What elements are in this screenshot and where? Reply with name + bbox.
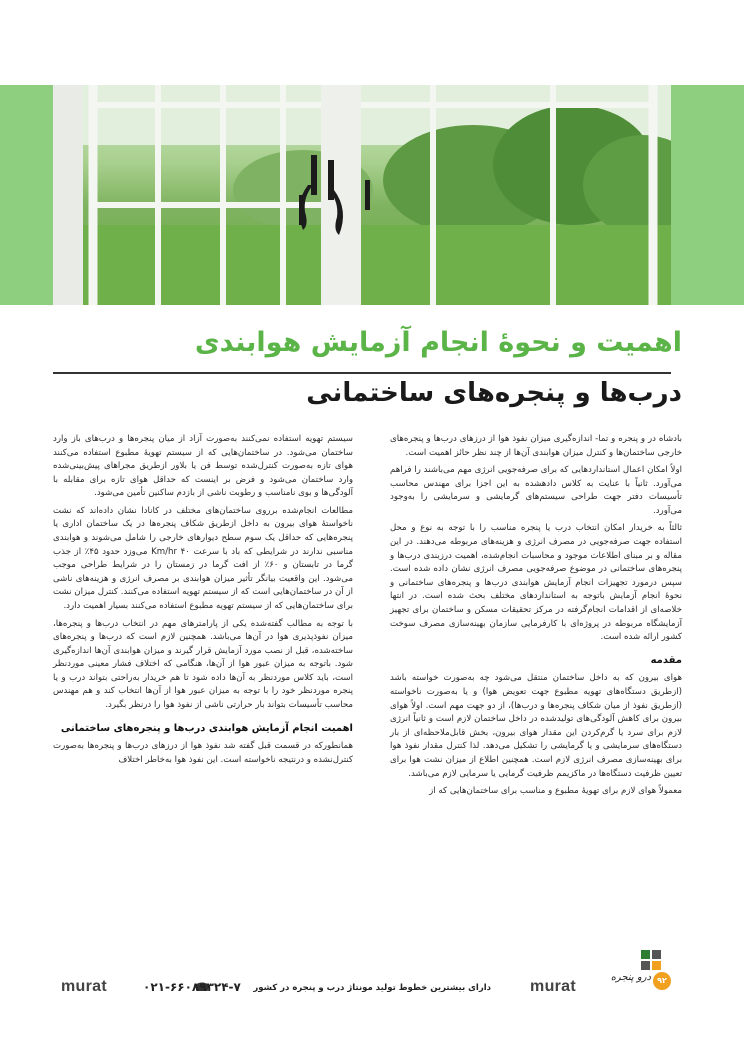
section-heading: مقدمه [650,654,682,666]
window-photo-illustration [53,85,671,305]
paragraph: همانطورکه در قسمت قبل گفته شد نفوذ هوا از درزهای درب‌ها و پنجره‌ها به‌صورت کنترل‌نشده و درنتیجه ناخواسته است. این نفوذ هوا به‌خاطر اختلاف [53,741,353,765]
footer-phone: ۰۲۱-۶۶۰۸۹۳۲۴-۷ [143,980,241,994]
paragraph: با توجه به مطالب گفته‌شده یکی از پارامترهای مهم در انتخاب درب‌ها و پنجره‌ها، میزان نفوذپذیری هوا در آن‌ها می‌باشد. همچنین لازم است که درب‌ها و پنجره‌های ساخته‌شده، قبل از نصب مورد آزمایش قرار گیرند و میزان هوابندی آن‌ها اندازه‌گیری شود. باتوجه به میزان عبور هوا از آن‌ها، هنگامی که اختلاف فشار معینی موردنظر است، باید کلاس موردنظر به آن‌ها داده شود تا هم خریدار به‌راحتی بتواند درب و یا پنجره موردنظر خود را با توجه به میزان عبور هوا از آن‌ها انتخاب کند و هم مهندس محاسب تأسیسات بتواند بار حرارتی ناشی از نفوذ هوا را درنظر بگیرد. [53,618,353,710]
magazine-logo-icon [639,948,663,972]
page-number: ۹۲ [653,972,671,990]
paragraph: سیستم تهویه استفاده نمی‌کنند به‌صورت آزاد از میان پنجره‌ها و درب‌های باز وارد ساختمان می‌شود. در ساختمان‌هایی که از سیستم تهویۀ مطبوع استفاده می‌کنند هوای تازه به‌صورت کنترل‌شده توسط فن یا بلاور ازطریق مجراهای پیش‌بینی‌شده وارد ساختمان می‌شود و فرض بر اینست که حداقل هوای تازه برای مقابله با آلودگی‌ها و بوی نامناسب و رطوبت ناشی از بازدم ساکنین تأمین می‌شود. [53,434,353,499]
footer-slogan: دارای بیشترین خطوط تولید مونتاژ درب و پنجره در کشور [253,983,491,993]
brand-text: murat [530,978,576,995]
section-heading: اهمیت انجام آزمایش هوابندی درب‌ها و پنجره‌های ساختمانی [60,722,353,734]
murat-logo-right [530,978,576,996]
article-title: اهمیت و نحوۀ انجام آزمایش هوابندی [194,327,682,358]
article-subtitle: درب‌ها و پنجره‌های ساختمانی [306,378,682,408]
page-footer [53,948,671,995]
paragraph: بادشاه در و پنجره و تما- اندازه‌گیری میزان نفوذ هوا از درزهای درب‌ها و پنجره‌های خارجی ساختمان‌ها و کنترل میزان هوابندی آن‌ها از چند نظر حائز اهمیت است. [390,434,682,458]
paragraph: معمولاً هوای لازم برای تهویۀ مطبوع و مناسب برای ساختمان‌هایی که از [429,786,682,797]
paragraph: هوای بیرون که به داخل ساختمان منتقل می‌شود چه به‌صورت خواسته باشد (ازطریق دستگاه‌های تهویه مطبوع جهت تعویض هوا) و یا به‌صورت ناخواسته (ازطریق نفوذ از میان شکاف پنجره‌ها و درب‌ها)، از دو جهت مهم است. اولاً هوای بیرون برای کاهش آلودگی‌های تولیدشده در داخل ساختمان لازم است و ثانیاً انرژی لازم برای سرد یا گرم‌کردن این مقدار هوای بیرون، بخش قابل‌ملاحظه‌ای از بار دستگاه‌های سرمایشی و یا گرمایشی را تشکیل می‌دهد. لذا کنترل مقدار نفوذ هوا برای بهینه‌سازی مصرف انرژی لازم است. همچنین اطلاع از میزان نشت هوا برای تعیین ظرفیت دستگاه‌ها در ماکزیمم ظرفیت گرمایی یا سرمایی لازم می‌باشد. [390,673,682,779]
right-text-column [390,433,682,803]
brand-text: murat [61,978,107,995]
title-divider [53,372,671,374]
window-photo [53,85,671,305]
paragraph: اولاً امکان اعمال استانداردهایی که برای صرفه‌جویی انرژی مهم می‌باشند را فراهم می‌آورد. ثانیاً با عنایت به کلاس دادهشده به این اجزا برای مهندس محاسب تأسیسات دفتر جهت طراحی سیستم‌های گرمایشی و سرمایشی را به‌وجود می‌آورد. [390,465,682,516]
magazine-name: درو پنجره [610,972,651,983]
paragraph: ثالثاً به خریدار امکان انتخاب درب یا پنجره مناسب را با توجه به نوع و محل استفاده جهت صرفه‌جویی در مصرف انرژی و هزینه‌های مربوطه می‌دهند. در این مقاله و بر مبنای اطلاعات موجود و محاسبات انجام‌شده، اهمیت درزبندی درب‌ها و پنجره‌های ساختمانی در موضوع صرفه‌جویی مصرف انرژی نشان داده شده است. سپس درمورد تجهیزات انجام آزمایش هوابندی درب‌ها و پنجره‌های ساختمانی و نحوۀ انجام آزمایش باتوجه به استانداردهای مختلف بحث شده است. در انتها خلاصه‌ای از اقدامات انجام‌گرفته در مرکز تحقیقات مسکن و ساختمان برای تجهیز آزمایشگاه مربوطه در پروژه‌ای با کارفرمایی سازمان بهینه‌سازی مصرف سوخت کشور ارائه شده است. [390,523,682,643]
paragraph: مطالعات انجام‌شده برروی ساختمان‌های مختلف در کانادا نشان داده‌اند که نشت ناخواستۀ هوای بیرون به داخل ازطریق شکاف پنجره‌ها در یک ساختمان اداری یا پنجره‌هایی که حداقل یک سوم سطح دیوارهای خارجی را شامل می‌شوند و هوابندی مناسبی ندارند در شرایطی که باد با سرعت Km/hr ۴۰ می‌وزد حدود ۴۵٪ از جذب گرما در تابستان و ۶۰٪ از افت گرما در زمستان را در شرایط طراحی موجب می‌شود. این واقعیت بیانگر تأثیر میزان هوابندی بر مصرف انرژی و هزینه‌های ناشی از آن در ساختمان‌هایی است که از سیستم تهویه استفاده می‌کنند. کنترل میزان نشت برای ساختمان‌هایی که از سیستم تهویه مطبوع استفاده می‌کنند بسیار اهمیت دارد. [53,505,353,611]
left-text-column [53,433,353,772]
murat-logo-left [61,978,107,996]
